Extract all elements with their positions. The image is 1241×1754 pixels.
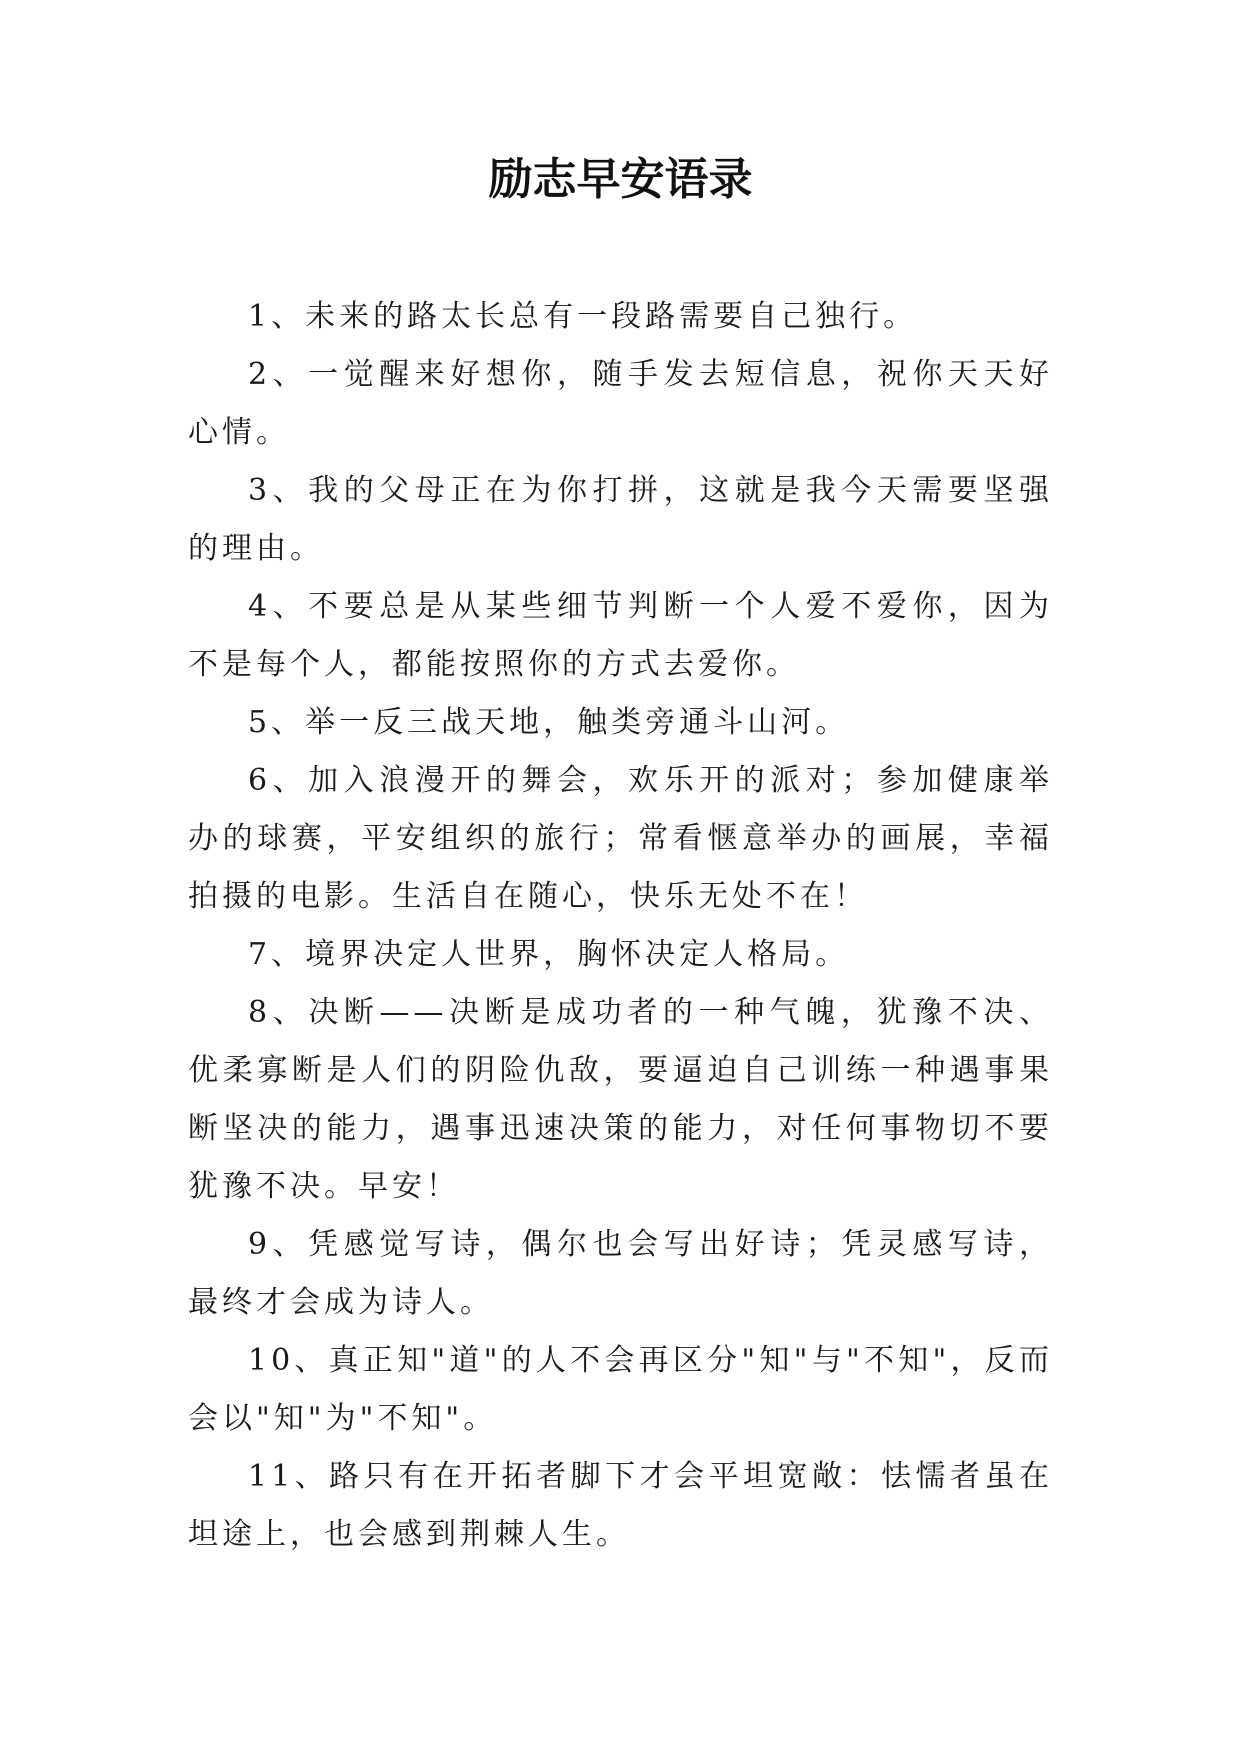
quote-paragraph: 9、凭感觉写诗，偶尔也会写出好诗；凭灵感写诗，最终才会成为诗人。: [188, 1227, 1053, 1320]
quote-paragraph: 10、真正知"道"的人不会再区分"知"与"不知"，反而会以"知"为"不知"。: [188, 1343, 1053, 1436]
quote-paragraph: 6、加入浪漫开的舞会，欢乐开的派对；参加健康举办的球赛，平安组织的旅行；常看惬意举办的画展，幸福拍摄的电影。生活自在随心，快乐无处不在！: [188, 763, 1053, 914]
document-title: 励志早安语录: [488, 154, 753, 205]
document-body: [188, 288, 1053, 1564]
quote-paragraph: 1、未来的路太长总有一段路需要自己独行。: [248, 299, 918, 334]
quote-paragraph: 11、路只有在开拓者脚下才会平坦宽敞：怯懦者虽在坦途上，也会感到荆棘人生。: [188, 1459, 1053, 1552]
quote-paragraph: 4、不要总是从某些细节判断一个人爱不爱你，因为不是每个人，都能按照你的方式去爱你。: [188, 589, 1053, 682]
quote-paragraph: 5、举一反三战天地，触类旁通斗山河。: [248, 705, 850, 740]
quote-paragraph: 2、一觉醒来好想你，随手发去短信息，祝你天天好心情。: [188, 357, 1053, 450]
quote-paragraph: 8、决断——决断是成功者的一种气魄，犹豫不决、优柔寡断是人们的阴险仇敌，要逼迫自己训练一种遇事果断坚决的能力，遇事迅速决策的能力，对任何事物切不要犹豫不决。早安！: [188, 995, 1053, 1204]
quote-paragraph: 3、我的父母正在为你打拼，这就是我今天需要坚强的理由。: [188, 473, 1053, 566]
quote-paragraph: 7、境界决定人世界，胸怀决定人格局。: [248, 937, 850, 972]
